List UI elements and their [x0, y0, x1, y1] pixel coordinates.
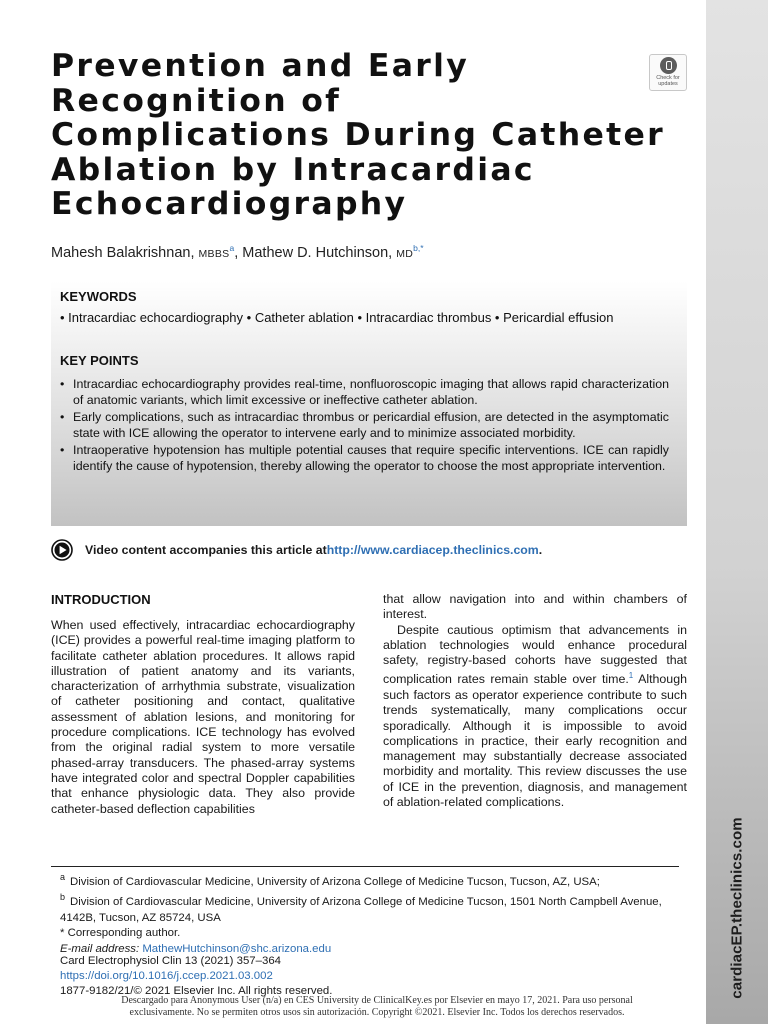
affiliations	[60, 870, 682, 957]
badge-label: Check for updates	[656, 75, 680, 87]
email-link[interactable]: MathewHutchinson@shc.arizona.edu	[142, 942, 332, 955]
video-notice: Video content accompanies this article at http://www.cardiacep.theclinics.com .	[51, 539, 542, 561]
download-notice: Descargado para Anonymous User (n/a) en CES University de ClinicalKey.es por Elsevier en mayo 17, 2021. Para uso personal exclusivamente. No se permiten otros usos sin autorización. Copyright ©2021. Elsevier Inc. Todos los derechos reservados.	[121, 995, 633, 1018]
affiliation-mark[interactable]: b,*	[413, 243, 424, 253]
key-points-heading: KEY POINTS	[60, 353, 139, 368]
article-title	[51, 49, 701, 222]
bookmark-icon	[660, 57, 677, 74]
affiliation-mark[interactable]: a	[229, 243, 235, 253]
title-line: Complications During Catheter	[51, 117, 666, 153]
affiliation-b: $^b$ Division of Cardiovascular Medicine, University of Arizona College of Medicine Tucson, 1501 North Campbell Avenue, 4142B, Tucson, AZ 85724, USA	[60, 892, 662, 924]
title-line: Ablation by Intracardiac	[51, 151, 535, 188]
keywords-heading: KEYWORDS	[60, 289, 137, 304]
footnote-divider	[51, 866, 679, 867]
keywords-list: • Intracardiac echocardiography • Catheter ablation • Intracardiac thrombus • Pericardial effusion	[60, 310, 614, 325]
journal-citation: Card Electrophysiol Clin 13 (2021) 357–364	[60, 955, 281, 967]
play-icon[interactable]	[51, 539, 73, 561]
author-name: Mathew D. Hutchinson,	[242, 244, 393, 261]
author-name: Mahesh Balakrishnan,	[51, 244, 195, 261]
corresponding-author: * Corresponding author.	[60, 927, 181, 940]
key-point-item: • Intraoperative hypotension has multiple potential causes that require specific interventions. ICE can rapidly identify the cause of hypotension, thereby allowing the operator to choose the most appropriate intervention.	[60, 442, 669, 474]
author-degree: MBBS	[198, 247, 230, 260]
intro-paragraph-continued: that allow navigation into and within chambers of interest.	[383, 592, 687, 622]
intro-paragraph: Despite cautious optimism that advancements in ablation technologies would enhance procedural safety, registry-based cohorts have suggested that complication rates remain stable over time.$^1$ Although such factors as operator experience contribute to such trends systematically, many complications occur sporadically. Although it is impossible to avoid complications in practice, their early recognition and management may substantially decrease associated morbidity and mortality. This review discusses the use of ICE in the prevention, diagnosis, and management of ablation-related complications.	[383, 622, 687, 809]
reference-link[interactable]: 1	[628, 671, 634, 681]
author-degree: MD	[396, 247, 414, 260]
doi-link[interactable]: https://doi.org/10.1016/j.ccep.2021.03.002	[60, 970, 273, 983]
video-text: Video content accompanies this article at	[85, 543, 327, 557]
affiliation-a: $^a$ Division of Cardiovascular Medicine, University of Arizona College of Medicine Tucson, Tucson, AZ, USA;	[60, 872, 600, 888]
column-left	[51, 592, 355, 817]
video-link[interactable]: http://www.cardiacep.theclinics.com	[326, 543, 539, 557]
key-point-item: • Early complications, such as intracardiac thrombus or pericardial effusion, are detected in the asymptomatic state with ICE allowing the operator to intervene early and to minimize associated morbidity.	[60, 409, 669, 441]
copyright-line: 1877-9182/21/© 2021 Elsevier Inc. All rights reserved.	[60, 985, 333, 998]
introduction-heading: INTRODUCTION	[51, 592, 151, 607]
title-line: Prevention and Early	[51, 48, 470, 84]
intro-paragraph: When used effectively, intracardiac echocardiography (ICE) provides a powerful real-time imaging platform to facilitate catheter ablation procedures. It allows rapid illustration of patient anatomy and its variants, characterization of arrhythmia substrate, visualization of catheter positioning and contact, qualitative assessment of ablation lesions, and monitoring for procedure complications. ICE technology has evolved from the original radial system to more versatile phased-array transducers. The phased-array systems have integrated color and spectral Doppler capabilities that enhance physiologic data. They also provide catheter-based deflection capabilities	[51, 618, 355, 816]
key-points-list	[60, 376, 669, 475]
journal-site-label: cardiacEP.theclinics.com	[728, 817, 746, 999]
check-for-updates-button[interactable]	[649, 54, 687, 91]
author-line: Mahesh Balakrishnan, MBBS$^a$, Mathew D. Hutchinson, $MD^{b,*}$	[51, 243, 424, 261]
title-line: Echocardiography	[51, 186, 408, 222]
citation-block	[60, 954, 332, 1000]
title-line: Recognition of	[51, 82, 342, 119]
email-line: E-mail address: MathewHutchinson@shc.arizona.edu	[60, 942, 332, 955]
key-point-item: • Intracardiac echocardiography provides real-time, nonfluoroscopic imaging that allows rapid characterization of anatomic variants, which limit excessive or ineffective catheter ablation.	[60, 376, 669, 408]
column-right	[383, 592, 687, 810]
